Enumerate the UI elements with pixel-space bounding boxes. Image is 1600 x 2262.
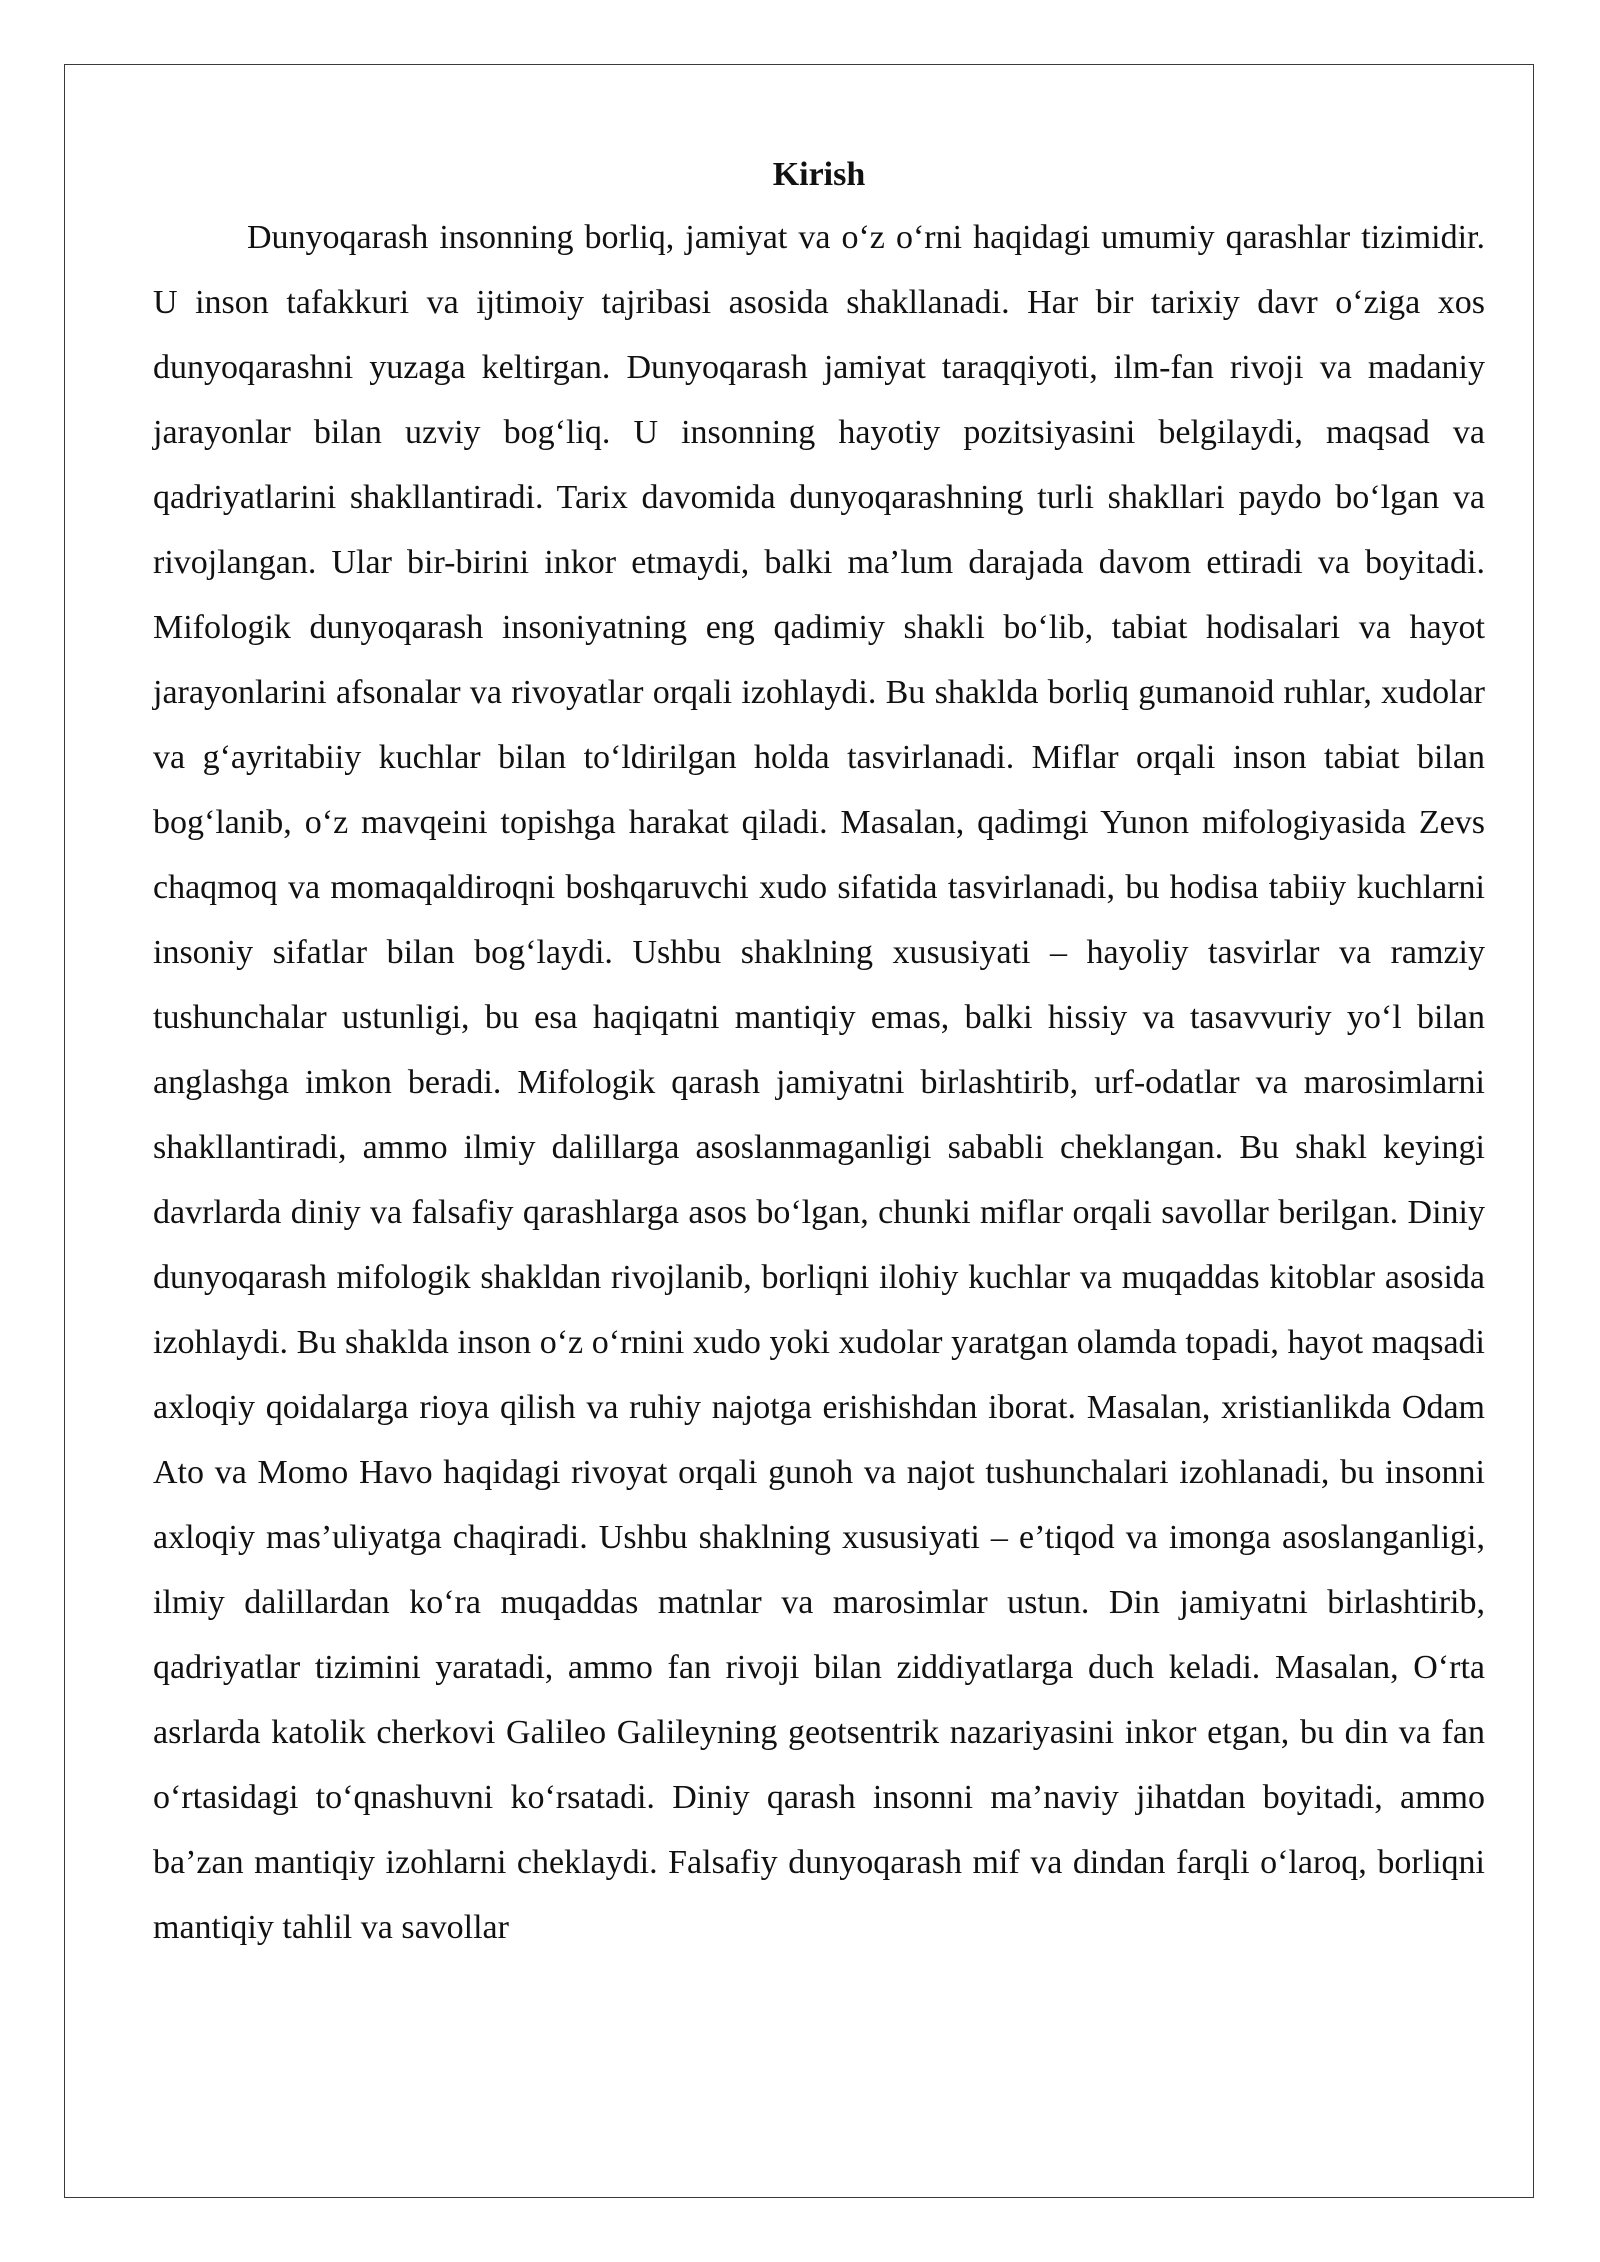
body-paragraph: Dunyoqarash insonning borliq, jamiyat va o‘z o‘rni haqidagi umumiy qarashlar tizimidir. U inson tafakkuri va ijtimoiy tajribasi asosida shakllanadi. Har bir tarixiy davr o‘ziga xos dunyoqarashni yuzaga keltirgan. Dunyoqarash jamiyat taraqqiyoti, ilm-fan rivoji va madaniy jarayonlar bilan uzviy bog‘liq. U insonning hayotiy pozitsiyasini belgilaydi, maqsad va qadriyatlarini shakllantiradi. Tarix davomida dunyoqarashning turli shakllari paydo bo‘lgan va rivojlangan. Ular bir-birini inkor etmaydi, balki ma’lum darajada davom ettiradi va boyitadi. Mifologik dunyoqarash insoniyatning eng qadimiy shakli bo‘lib, tabiat hodisalari va hayot jarayonlarini afsonalar va rivoyatlar orqali izohlaydi. Bu shaklda borliq gumanoid ruhlar, xudolar va g‘ayritabiiy kuchlar bilan to‘ldirilgan holda tasvirlanadi. Miflar orqali inson tabiat bilan bog‘lanib, o‘z mavqeini topishga harakat qiladi. Masalan, qadimgi Yunon mifologiyasida Zevs chaqmoq va momaqaldiroqni boshqaruvchi xudo sifatida tasvirlanadi, bu hodisa tabiiy kuchlarni insoniy sifatlar bilan bog‘laydi. Ushbu shaklning xususiyati – hayoliy tasvirlar va ramziy tushunchalar ustunligi, bu esa haqiqatni mantiqiy emas, balki hissiy va tasavvuriy yo‘l bilan anglashga imkon beradi. Mifologik qarash jamiyatni birlashtirib, urf-odatlar va marosimlarni shakllantiradi, ammo ilmiy dalillarga asoslanmaganligi sababli cheklangan. Bu shakl keyingi davrlarda diniy va falsafiy qarashlarga asos bo‘lgan, chunki miflar orqali savollar berilgan. Diniy dunyoqarash mifologik shakldan rivojlanib, borliqni ilohiy kuchlar va muqaddas kitoblar asosida izohlaydi. Bu shaklda inson o‘z o‘rnini xudo yoki xudolar yaratgan olamda topadi, hayot maqsadi axloqiy qoidalarga rioya qilish va ruhiy najotga erishishdan iborat. Masalan, xristianlikda Odam Ato va Momo Havo haqidagi rivoyat orqali gunoh va najot tushunchalari izohlanadi, bu insonni axloqiy mas’uliyatga chaqiradi. Ushbu shaklning xususiyati – e’tiqod va imonga asoslanganligi, ilmiy dalillardan ko‘ra muqaddas matnlar va marosimlar ustun. Din jamiyatni birlashtirib, qadriyatlar tizimini yaratadi, ammo fan rivoji bilan ziddiyatlarga duch keladi. Masalan, O‘rta asrlarda katolik cherkovi Galileo Galileyning geotsentrik nazariyasini inkor etgan, bu din va fan o‘rtasidagi to‘qnashuvni ko‘rsatadi. Diniy qarash insonni ma’naviy jihatdan boyitadi, ammo ba’zan mantiqiy izohlarni cheklaydi. Falsafiy dunyoqarash mif va dindan farqli o‘laroq, borliqni mantiqiy tahlil va savollar: [153, 219, 1485, 1946]
document-content: [153, 145, 1485, 1960]
document-title: Kirish: [772, 156, 866, 193]
